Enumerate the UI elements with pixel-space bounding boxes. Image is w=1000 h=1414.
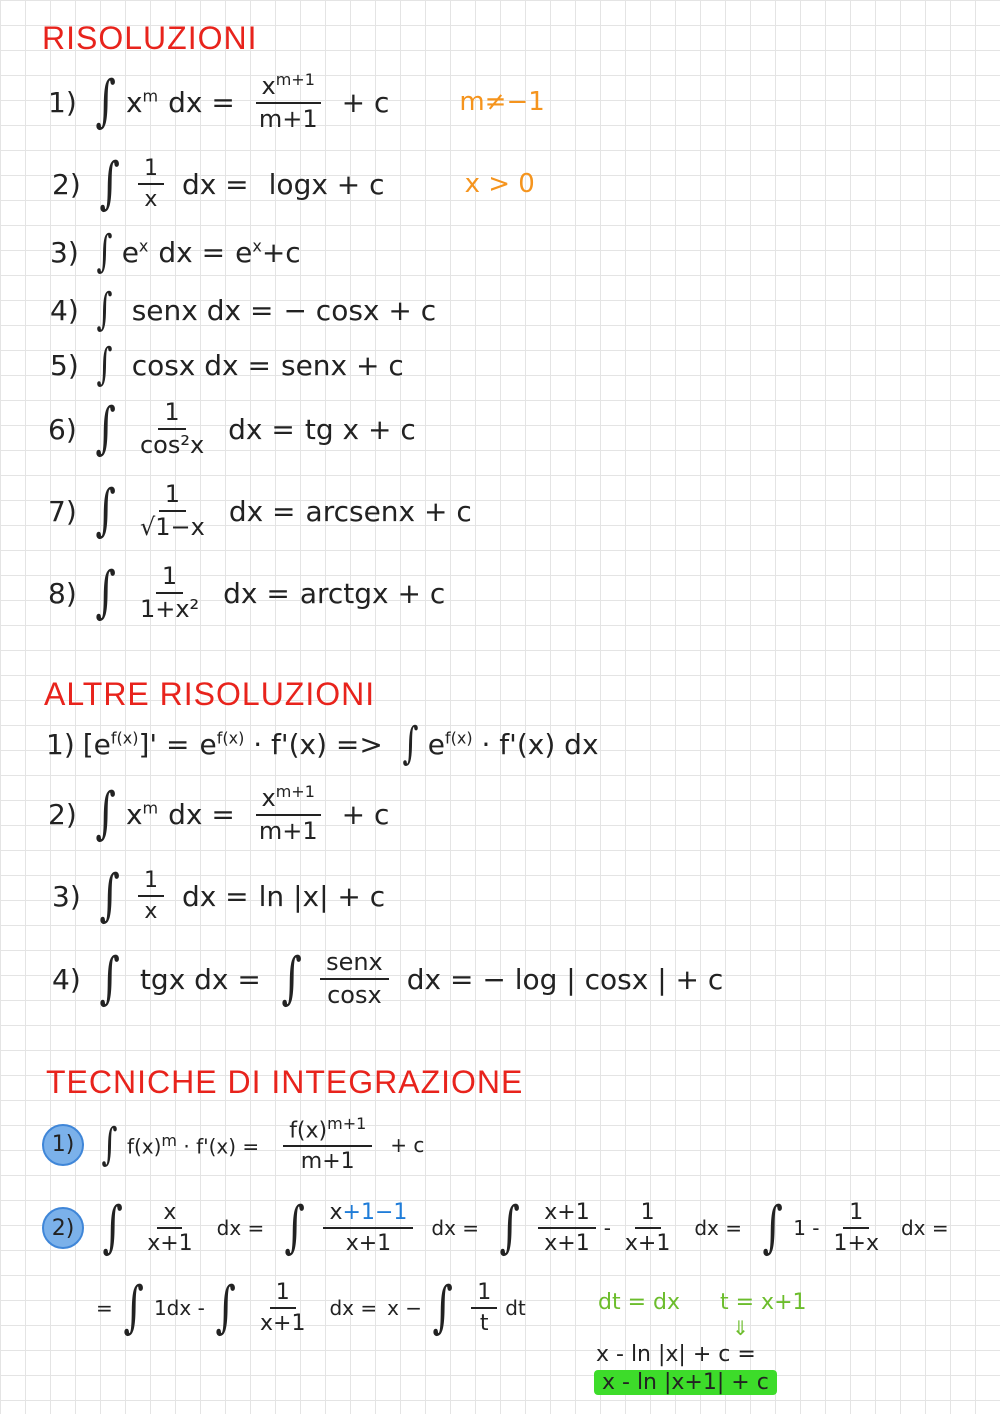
dx-label: dx = xyxy=(431,1216,480,1240)
result: dx = − log | cosx | + c xyxy=(406,962,724,996)
minus-sign: - xyxy=(603,1216,611,1240)
dt-label: dt xyxy=(505,1296,526,1320)
fraction: $\frac{x}{x+1}$ xyxy=(147,1199,193,1256)
fraction: $\frac{x^{m+1}}{m+1}$ xyxy=(253,72,324,132)
final-result-highlight: x - ln |x+1| + c xyxy=(594,1370,777,1395)
dx-label: dx = xyxy=(694,1216,743,1240)
result: $e^x+c$ xyxy=(235,235,301,269)
dx-label: dx = xyxy=(158,235,226,269)
down-arrow-icon: ⇓ xyxy=(732,1316,749,1340)
integral-sign: ∫ xyxy=(123,1275,144,1340)
result: arcsenx + c xyxy=(305,494,472,528)
integrand: 1dx - xyxy=(153,1296,205,1320)
heading-altre-risoluzioni: ALTRE RISOLUZIONI xyxy=(44,676,376,712)
formula-4 xyxy=(50,284,437,335)
tecnica-1 xyxy=(42,1116,434,1174)
formula-2 xyxy=(52,151,535,216)
integrand: $f(x)^m \cdot f'(x)$ = xyxy=(126,1130,260,1159)
integral-sign: ∫ xyxy=(101,1118,118,1170)
result: − cosx + c xyxy=(283,293,437,327)
formula-number: 4) xyxy=(50,293,79,327)
result: logx + c xyxy=(268,167,385,201)
integral-sign: ∫ xyxy=(432,1275,453,1340)
fraction: $\frac{1}{t}$ xyxy=(471,1281,497,1335)
formula-8 xyxy=(48,560,446,626)
tecnica-2 xyxy=(42,1195,949,1260)
condition-note: m≠−1 xyxy=(459,87,545,118)
equals-sign: = xyxy=(96,1296,113,1320)
formula-6 xyxy=(48,396,416,462)
formula-5 xyxy=(50,339,404,390)
fraction: $\frac{f(x)^{m+1}}{m+1}$ xyxy=(283,1116,372,1174)
result-line-1: x - ln |x| + c = xyxy=(596,1342,756,1367)
integral-sign: ∫ xyxy=(95,781,116,847)
dx-label: dx = xyxy=(168,797,235,831)
integrand: $x^m$ xyxy=(125,85,159,119)
condition-note: x > 0 xyxy=(464,169,535,199)
fraction: $\frac{1}{1+x}$ xyxy=(833,1199,879,1256)
integral-sign: ∫ xyxy=(402,718,419,769)
integrand: $e^x$ xyxy=(121,235,149,269)
heading-risoluzioni: RISOLUZIONI xyxy=(42,20,258,56)
altre-formula-3 xyxy=(52,863,386,928)
step-badge-1: 1) xyxy=(42,1124,84,1166)
result: arctgx + c xyxy=(299,576,446,610)
fraction: $\frac{1}{x}$ xyxy=(138,869,164,923)
dx-label: dx = xyxy=(168,85,235,119)
formula-1 xyxy=(48,69,545,135)
integral-sign: ∫ xyxy=(95,396,116,462)
integrand: $x^m$ xyxy=(125,797,159,831)
integral-sign: ∫ xyxy=(96,284,113,335)
altre-formula-4 xyxy=(52,946,733,1012)
fraction: $\frac{x^{m+1}}{m+1}$ xyxy=(253,784,324,844)
dx-label: dx = xyxy=(181,167,249,201)
integral-sign: ∫ xyxy=(95,560,116,626)
constant: + c xyxy=(341,797,390,831)
result: ln |x| + c xyxy=(258,879,386,913)
integral-sign: ∫ xyxy=(96,339,113,390)
fraction: $\frac{x+1}{x+1}$ xyxy=(538,1201,595,1255)
derivative-lhs: $[e^{f(x)}]'$ = xyxy=(82,727,190,761)
integral-sign: ∫ xyxy=(96,226,113,277)
formula-3 xyxy=(50,226,301,277)
heading-tecniche: TECNICHE DI INTEGRAZIONE xyxy=(46,1064,524,1100)
formula-7 xyxy=(48,478,472,544)
integral-sign: ∫ xyxy=(284,1195,306,1260)
derivative-rhs: $e^{f(x)} \cdot f'(x)$ => xyxy=(199,727,383,761)
formula-number: 1) xyxy=(46,727,75,761)
fraction: $\frac{x+1-1}{x+1}$ xyxy=(323,1201,413,1255)
formula-number: 8) xyxy=(48,576,77,610)
integral-sign: ∫ xyxy=(281,946,302,1012)
formula-number: 1) xyxy=(48,85,77,119)
dx-label: dx = xyxy=(329,1296,378,1320)
result: senx + c xyxy=(280,348,404,382)
fraction: $\frac{1}{x+1}$ xyxy=(624,1199,671,1256)
dx-label: dx = xyxy=(228,412,295,446)
formula-number: 6) xyxy=(48,412,77,446)
tecnica-2-continued xyxy=(96,1275,526,1340)
fraction: $\frac{1}{\text{cos²x}}$ xyxy=(139,398,205,460)
integral-sign: ∫ xyxy=(762,1195,783,1260)
integral-sign: ∫ xyxy=(95,69,116,135)
partial-result: x − xyxy=(387,1296,423,1320)
dx-label: dx = xyxy=(223,576,290,610)
dx-label: dx = xyxy=(181,879,249,913)
integral-sign: ∫ xyxy=(99,151,120,216)
step-badge-2: 2) xyxy=(42,1207,84,1249)
one-minus: 1 - xyxy=(793,1216,820,1240)
formula-number: 7) xyxy=(48,494,77,528)
integrand: cosx dx = xyxy=(131,348,271,382)
integrand: $e^{f(x)} \cdot f'(x)$ dx xyxy=(427,727,599,761)
fraction: $\frac{\text{senx}}{\cos x}$ xyxy=(320,950,389,1008)
formula-number: 2) xyxy=(48,797,77,831)
dx-label: dx = xyxy=(900,1216,949,1240)
integral-sign: ∫ xyxy=(95,478,116,544)
altre-formula-2 xyxy=(48,781,399,847)
altre-formula-1 xyxy=(46,718,599,769)
integral-sign: ∫ xyxy=(99,946,120,1012)
formula-number: 3) xyxy=(50,235,79,269)
constant: + c xyxy=(341,85,390,119)
substitution-t: t = x+1 xyxy=(720,1290,807,1315)
integrand: senx dx = xyxy=(131,293,274,327)
dx-label: dx = xyxy=(216,1216,265,1240)
fraction: $\frac{1}{√1-x}$ xyxy=(139,480,205,542)
formula-number: 2) xyxy=(52,167,81,201)
fraction: $\frac{1}{x}$ xyxy=(138,157,164,211)
constant: + c xyxy=(390,1132,425,1157)
integral-sign: ∫ xyxy=(99,863,120,928)
result: tg x + c xyxy=(304,412,416,446)
formula-number: 3) xyxy=(52,879,81,913)
integrand: tgx dx = xyxy=(139,962,261,996)
formula-number: 5) xyxy=(50,348,79,382)
integral-sign: ∫ xyxy=(215,1275,236,1340)
dx-label: dx = xyxy=(228,494,296,528)
formula-number: 4) xyxy=(52,962,81,996)
integral-sign: ∫ xyxy=(499,1195,520,1260)
fraction: $\frac{1}{x+1}$ xyxy=(259,1279,306,1336)
integral-sign: ∫ xyxy=(102,1195,123,1260)
substitution-dt: dt = dx xyxy=(598,1290,680,1315)
fraction: $\frac{1}{\text{1+x²}}$ xyxy=(139,562,200,624)
